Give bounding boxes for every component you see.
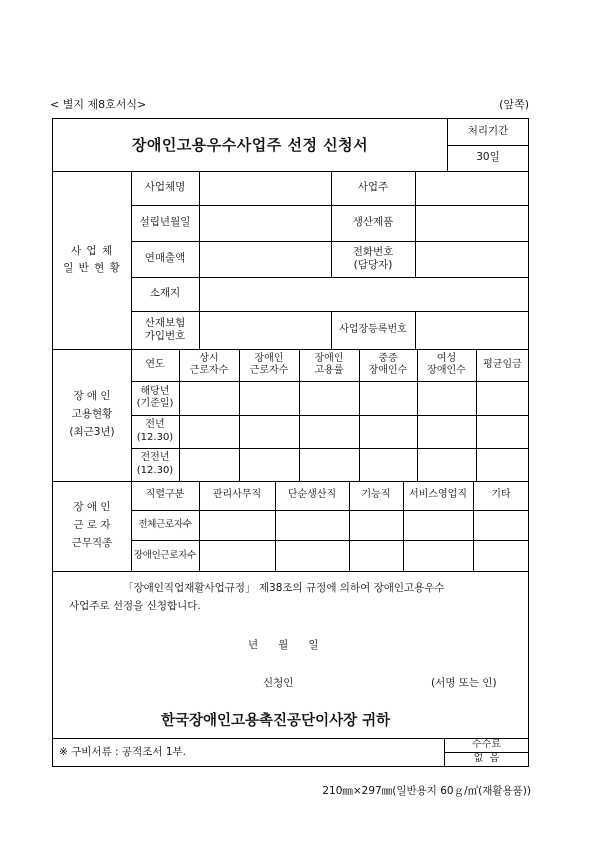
employment-value-cell[interactable]	[417, 381, 476, 415]
employment-value-cell[interactable]	[417, 448, 476, 481]
signature-label: (서명 또는 인)	[431, 677, 497, 689]
employment-value-cell[interactable]	[476, 448, 529, 481]
insurance-number-label: 산재보험 가입번호	[144, 316, 186, 342]
occupation-value-cell[interactable]	[473, 510, 529, 540]
applicant-label: 신청인	[263, 677, 294, 689]
phone-field[interactable]	[415, 241, 529, 277]
occupation-col-header: 기타	[491, 489, 511, 501]
business-name-field[interactable]	[199, 171, 331, 205]
processing-period-label: 처리기간	[467, 125, 509, 138]
employment-col-header: 평균임금	[483, 358, 522, 370]
annual-sales-field[interactable]	[199, 241, 331, 277]
occupation-col-header: 기능직	[361, 489, 391, 501]
employment-value-cell[interactable]	[476, 415, 529, 448]
fee-label: 수수료	[472, 738, 501, 750]
employment-value-cell[interactable]	[476, 381, 529, 415]
page-side-label: (앞쪽)	[499, 98, 529, 111]
employment-value-cell[interactable]	[179, 448, 239, 481]
occupation-value-cell[interactable]	[199, 540, 275, 571]
statement-line-2: 사업주로 선정을 신청합니다.	[69, 600, 201, 612]
occupation-col-header: 서비스영업직	[409, 489, 467, 501]
occupation-value-cell[interactable]	[275, 510, 349, 540]
employment-col-header: 장애인 고용률	[314, 352, 344, 376]
fee-value: 없 음	[473, 753, 500, 765]
form-number: < 별지 제8호서식>	[50, 98, 147, 111]
employment-value-cell[interactable]	[359, 381, 417, 415]
employment-year-label: 해당년 (기준일)	[136, 385, 174, 409]
annual-sales-label: 연매출액	[144, 252, 186, 265]
occupation-value-cell[interactable]	[403, 540, 473, 571]
employment-year-label: 전년 (12.30)	[136, 419, 174, 443]
owner-field[interactable]	[415, 171, 529, 205]
employment-value-cell[interactable]	[359, 448, 417, 481]
employment-value-cell[interactable]	[359, 415, 417, 448]
products-field[interactable]	[415, 205, 529, 241]
employment-col-header: 상시 근로자수	[189, 352, 229, 376]
occupation-row-label: 장애인근로자수	[133, 549, 197, 561]
occupation-value-cell[interactable]	[199, 510, 275, 540]
employment-value-cell[interactable]	[239, 381, 299, 415]
date-line: 년 월 일	[248, 639, 319, 651]
addressee: 한국장애인고용촉진공단이사장 귀하	[161, 713, 391, 729]
employment-value-cell[interactable]	[239, 448, 299, 481]
business-section-label: 사 업 체 일 반 현 황	[63, 245, 121, 274]
employment-value-cell[interactable]	[179, 381, 239, 415]
employment-col-header: 여성 장애인수	[427, 352, 466, 376]
employment-value-cell[interactable]	[299, 381, 359, 415]
occupation-value-cell[interactable]	[349, 510, 403, 540]
occupation-value-cell[interactable]	[473, 540, 529, 571]
employment-value-cell[interactable]	[239, 415, 299, 448]
employment-value-cell[interactable]	[179, 415, 239, 448]
employment-value-cell[interactable]	[299, 448, 359, 481]
processing-period-value: 30일	[476, 151, 500, 164]
form-title: 장애인고용우수사업주 선정 신청서	[131, 135, 369, 154]
address-label: 소재지	[149, 287, 181, 300]
registration-number-label: 사업장등록번호	[339, 323, 407, 335]
employment-section-label: 장 애 인 고용현황 (최근3년)	[69, 390, 115, 438]
phone-label: 전화번호 (담당자)	[352, 245, 394, 271]
occupation-row-label: 전체근로자수	[138, 519, 192, 531]
occupation-section-label: 장 애 인 근 로 자 근무직종	[71, 501, 113, 549]
attachments-note: ※ 구비서류 : 공적조서 1부.	[59, 745, 186, 758]
employment-col-header: 연도	[145, 358, 165, 370]
employment-value-cell[interactable]	[299, 415, 359, 448]
occupation-value-cell[interactable]	[349, 540, 403, 571]
occupation-col-header: 단순생산직	[287, 489, 337, 501]
employment-year-label: 전전년 (12.30)	[136, 452, 174, 476]
employment-col-header: 중증 장애인수	[368, 352, 408, 376]
established-date-field[interactable]	[199, 205, 331, 241]
owner-label: 사업주	[357, 181, 389, 194]
occupation-col-header: 관리사무직	[212, 489, 262, 501]
employment-value-cell[interactable]	[417, 415, 476, 448]
established-date-label: 설립년월일	[139, 216, 191, 229]
occupation-value-cell[interactable]	[403, 510, 473, 540]
products-label: 생산제품	[352, 216, 394, 229]
business-name-label: 사업체명	[144, 181, 186, 194]
paper-spec: 210㎜×297㎜(일반용지 60ｇ/㎡(재활용품))	[322, 785, 531, 797]
registration-number-field[interactable]	[415, 311, 529, 349]
application-form	[52, 118, 529, 767]
occupation-value-cell[interactable]	[275, 540, 349, 571]
address-field[interactable]	[199, 277, 529, 311]
employment-col-header: 장애인 근로자수	[249, 352, 289, 376]
occupation-col-header: 직렬구분	[145, 489, 185, 501]
statement-line-1: 「장애인직업재활사업규정」 제38조의 규정에 의하여 장애인고용우수	[123, 582, 445, 594]
insurance-number-field[interactable]	[199, 311, 331, 349]
